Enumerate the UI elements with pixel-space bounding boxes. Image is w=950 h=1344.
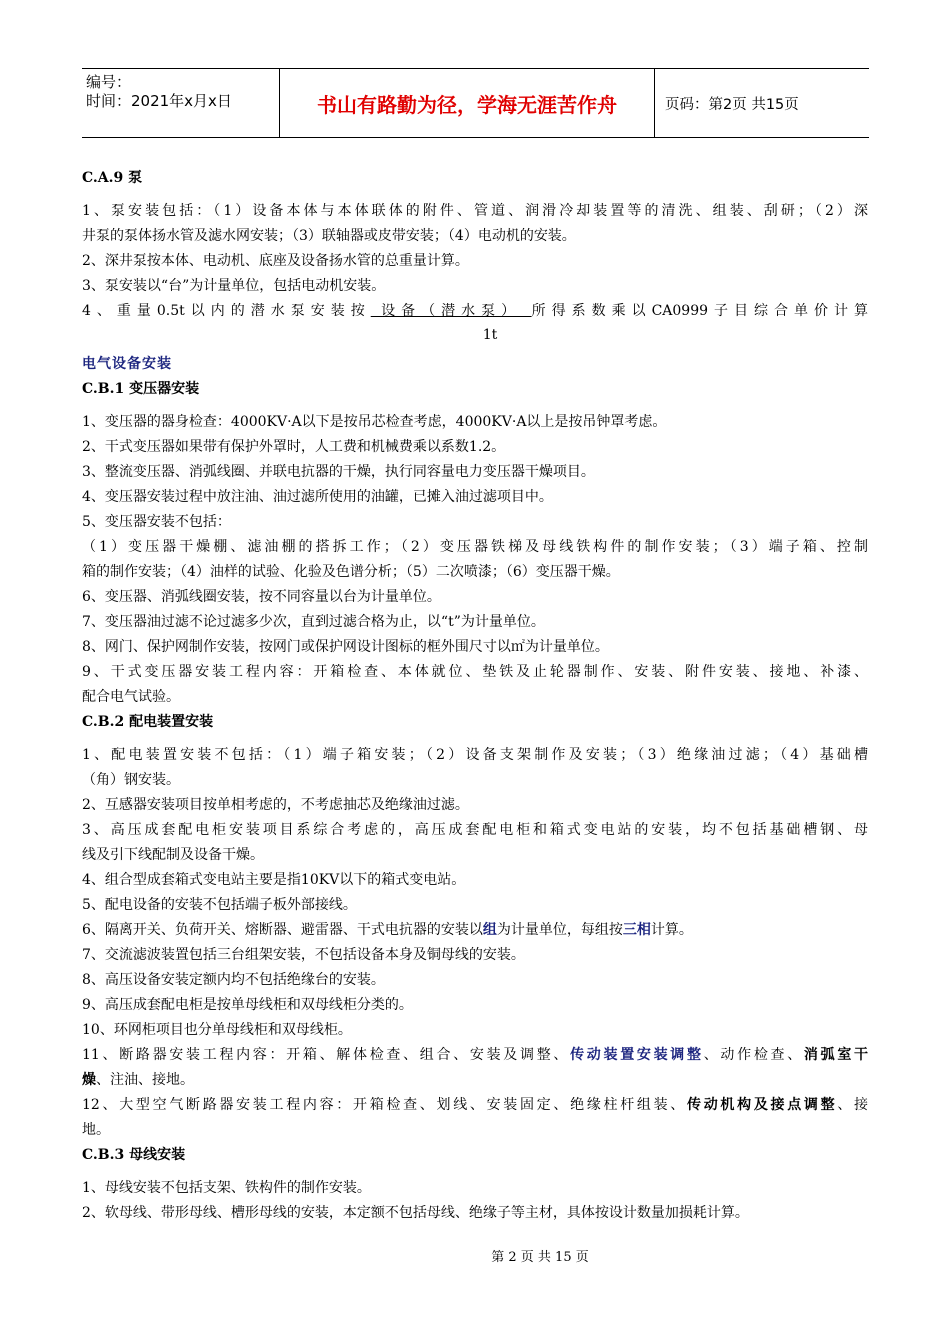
para-cb1-6: 6、变压器、消弧线圈安装，按不同容量以台为计量单位。: [82, 589, 441, 605]
ca9-4-underlined: 设备（潜水泵）: [370, 303, 532, 319]
para-cb1-5: 5、变压器安装不包括：: [82, 514, 231, 530]
para-cb2-12: [82, 1093, 868, 1118]
para-cb2-8: 8、高压设备安装定额内均不包括绝缘台的安装。: [82, 972, 385, 988]
cb2-11-mid: 、动作检查、: [703, 1047, 804, 1063]
heading-ca9: C.A.9 泵: [82, 170, 143, 186]
cb2-12-post: 、接: [837, 1097, 869, 1113]
heading-cb2: C.B.2 配电装置安装: [82, 714, 214, 730]
cb2-11-post: 、注油、接地。: [96, 1072, 194, 1088]
para-ca9-2: 2、深井泵按本体、电动机、底座及设备扬水管的总重量计算。: [82, 253, 469, 269]
number-label: 编号：: [86, 73, 132, 91]
header-motto: 书山有路勤为径，学海无涯苦作舟: [280, 69, 655, 137]
heading-cb3: C.B.3 母线安装: [82, 1147, 186, 1163]
para-cb2-4: 4、组合型成套箱式变电站主要是指10KV以下的箱式变电站。: [82, 872, 466, 888]
cb2-11-bold-1: 传动装置安装调整: [570, 1047, 704, 1063]
para-cb1-2: 2、干式变压器如果带有保护外罩时，人工费和机械费乘以系数1.2。: [82, 439, 506, 455]
cb2-11-pre: 11、断路器安装工程内容：开箱、解体检查、组合、安装及调整、: [82, 1047, 571, 1063]
para-cb2-3b: 线及引下线配制及设备干燥。: [82, 847, 264, 863]
para-cb2-5: 5、配电设备的安装不包括端子板外部接线。: [82, 897, 357, 913]
cb2-6-bold-1: 组: [482, 922, 497, 938]
para-ca9-4-sub: 1t: [482, 327, 498, 343]
para-cb1-4: 4、变压器安装过程中放注油、油过滤所使用的油罐，已摊入油过滤项目中。: [82, 489, 553, 505]
para-cb2-6: [82, 918, 868, 943]
page-header: [82, 68, 869, 138]
para-cb2-10: 10、环网柜项目也分单母线柜和双母线柜。: [82, 1022, 352, 1038]
cb2-12-bold-1: 传动机构及接点调整: [687, 1097, 838, 1113]
para-cb1-3: 3、整流变压器、消弧线圈、并联电抗器的干燥，执行同容量电力变压器干燥项目。: [82, 464, 595, 480]
header-page-info: 页码：第2页 共15页: [665, 96, 799, 113]
cb2-11-bold-3: 燥: [82, 1072, 96, 1088]
cb2-6-post: 计算。: [650, 922, 693, 938]
para-cb1-1: 1、变压器的器身检查：4000KV·A以下是按吊芯检查考虑，4000KV·A以上是按吊钟罩考虑。: [82, 414, 667, 430]
para-cb2-1a: 1、配电装置安装不包括：（1）端子箱安装；（2）设备支架制作及安装；（3）绝缘油过滤；（4）基础槽: [82, 747, 868, 763]
para-cb2-9: 9、高压成套配电柜是按单母线柜和双母线柜分类的。: [82, 997, 413, 1013]
ca9-4-pre: 4、重量0.5t以内的潜水泵安装按: [82, 303, 371, 319]
para-cb1-5b: 箱的制作安装；（4）油样的试验、化验及色谱分析；（5）二次喷漆；（6）变压器干燥。: [82, 564, 620, 580]
para-cb2-2: 2、互感器安装项目按单相考虑的，不考虑抽芯及绝缘油过滤。: [82, 797, 469, 813]
para-cb1-9a: 9、干式变压器安装工程内容：开箱检查、本体就位、垫铁及止轮器制作、安装、附件安装、接地、补漆、: [82, 664, 868, 680]
para-cb1-9b: 配合电气试验。: [82, 689, 180, 705]
heading-cb1: C.B.1 变压器安装: [82, 381, 200, 397]
para-cb2-7: 7、交流滤波装置包括三台组架安装，不包括设备本身及铜母线的安装。: [82, 947, 525, 963]
page-footer: 第 2 页 共 15 页: [491, 1250, 589, 1265]
para-cb2-11: [82, 1043, 868, 1068]
cb2-6-mid: 为计量单位，每组按: [496, 922, 623, 938]
document-body: [82, 160, 868, 1226]
para-cb2-11b: [82, 1068, 868, 1093]
para-ca9-3: 3、泵安装以“台”为计量单位，包括电动机安装。: [82, 278, 386, 294]
para-cb2-3a: 3、高压成套配电柜安装项目系综合考虑的，高压成套配电柜和箱式变电站的安装，均不包括基础槽钢、母: [82, 822, 868, 838]
para-cb1-8: 8、网门、保护网制作安装，按网门或保护网设计图标的框外围尺寸以㎡为计量单位。: [82, 639, 609, 655]
para-cb1-5a: （1）变压器干燥棚、滤油棚的搭拆工作；（2）变压器铁梯及母线铁构件的制作安装；（3）端子箱、控制: [82, 539, 868, 555]
para-ca9-4: [82, 299, 868, 324]
cb2-6-bold-2: 三相: [622, 922, 651, 938]
cb2-12-pre: 12、大型空气断路器安装工程内容：开箱检查、划线、安装固定、绝缘柱杆组装、: [82, 1097, 688, 1113]
para-ca9-1a: 1、泵安装包括：（1）设备本体与本体联体的附件、管道、润滑冷却装置等的清洗、组装、刮研；（2）深: [82, 203, 868, 219]
para-cb2-12b: 地。: [82, 1122, 110, 1138]
para-cb2-1b: （角）钢安装。: [82, 772, 180, 788]
heading-electrical: 电气设备安装: [82, 356, 172, 372]
para-cb1-7: 7、变压器油过滤不论过滤多少次，直到过滤合格为止，以“t”为计量单位。: [82, 614, 545, 630]
para-cb3-1: 1、母线安装不包括支架、铁构件的制作安装。: [82, 1180, 371, 1196]
para-cb3-2: 2、软母线、带形母线、槽形母线的安装，本定额不包括母线、绝缘子等主材，具体按设计数量加损耗计算。: [82, 1205, 749, 1221]
time-label: 时间：2021年x月x日: [86, 92, 232, 110]
para-ca9-1b: 井泵的泵体扬水管及滤水网安装；（3）联轴器或皮带安装；（4）电动机的安装。: [82, 228, 576, 244]
header-meta: [82, 69, 280, 137]
ca9-4-post: 所得系数乘以CA0999子目综合单价计算: [531, 303, 868, 319]
cb2-11-bold-2: 消弧室干: [803, 1047, 869, 1063]
cb2-6-pre: 6、隔离开关、负荷开关、熔断器、避雷器、干式电抗器的安装以: [82, 922, 483, 938]
